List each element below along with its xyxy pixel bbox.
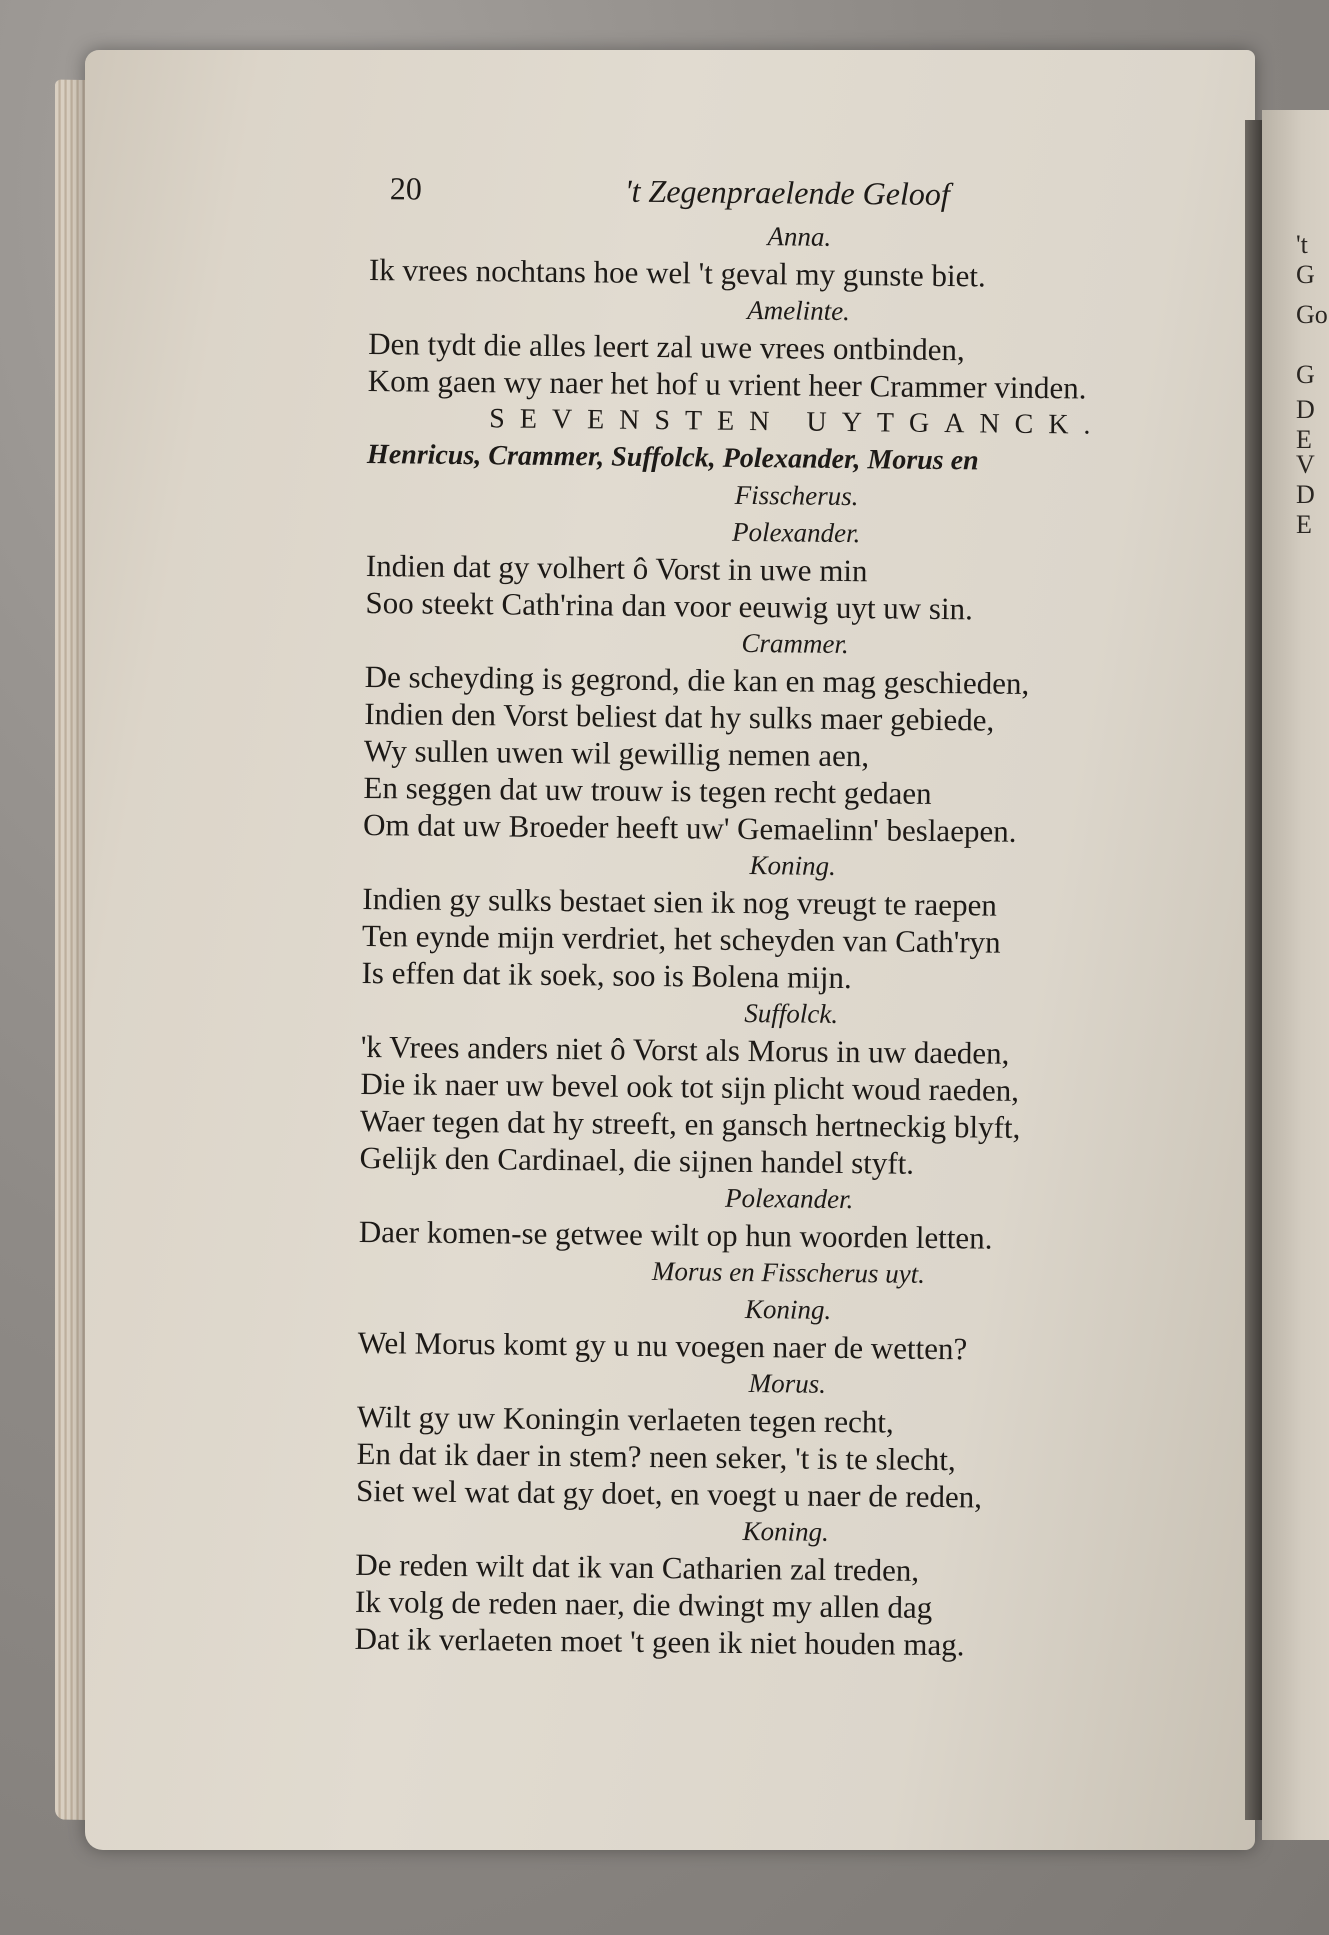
running-title: 't Zegenpraelende Geloof (624, 172, 950, 213)
verse-line: Ik vrees nochtans hoe wel 't geval my gunste biet. (368, 251, 986, 294)
verse-line: Wel Morus komt gy u nu voegen naer de wetten? (357, 1324, 968, 1367)
speaker-name: Polexander. (731, 516, 861, 549)
verse-line: Ik volg de reden naer, die dwingt my allen dag (354, 1583, 933, 1625)
cast-list: Henricus, Crammer, Suffolck, Polexander, Morus en (366, 438, 979, 477)
facing-page-fragment: E (1296, 510, 1312, 539)
facing-page-fragment: 't G (1296, 230, 1315, 289)
verse-line: Indien gy sulks bestaet sien ik nog vreugt te raepen (362, 880, 998, 923)
facing-page-fragment: E (1296, 425, 1312, 454)
speaker-name: Crammer. (741, 627, 849, 660)
verse-line: Wy sullen uwen wil gewillig nemen aen, (363, 732, 870, 774)
facing-page-fragment: D (1296, 480, 1315, 509)
verse-line: Die ik naer uw bevel ook tot sijn plicht woud raeden, (360, 1065, 1020, 1108)
verse-line: Waer tegen dat hy streeft, en gansch hertneckig blyft, (359, 1102, 1021, 1145)
verse-line: Den tydt die alles leert zal uwe vrees ontbinden, (367, 325, 965, 368)
verse-line: Dat ik verlaeten moet 't geen ik niet houden mag. (354, 1620, 965, 1663)
speaker-name: Amelinte. (747, 294, 851, 327)
speaker-name: Polexander. (724, 1182, 854, 1215)
cast-list-continued: Fisscherus. (734, 479, 859, 512)
speaker-name: Koning. (742, 1515, 830, 1547)
verse-line: Ten eynde mijn verdriet, het scheyden van Cath'ryn (361, 917, 1001, 960)
verse-line: Indien dat gy volhert ô Vorst in uwe min (365, 547, 868, 589)
facing-page-fragment: D (1296, 395, 1315, 424)
verse-line: Siet wel wat dat gy doet, en voegt u naer de reden, (355, 1472, 983, 1515)
facing-page-fragment: V (1296, 450, 1315, 479)
verse-line: Daer komen-se getwee wilt op hun woorden letten. (358, 1213, 993, 1256)
verse-line: 'k Vrees anders niet ô Vorst als Morus in uw daeden, (360, 1028, 1010, 1071)
verse-line: Indien den Vorst beliest dat hy sulks maer gebiede, (364, 695, 995, 738)
verse-line: De scheyding is gegrond, die kan en mag geschieden, (364, 658, 1030, 701)
speaker-name: Koning. (744, 1293, 832, 1325)
play-text (354, 214, 1229, 1666)
verse-line: En seggen dat uw trouw is tegen recht gedaen (363, 769, 932, 811)
scene-heading: SEVENSTEN UYTGANCK. (489, 403, 1106, 441)
book-gutter (1245, 120, 1263, 1820)
speaker-name: Koning. (749, 850, 837, 881)
verse-line: Gelijk den Cardinael, die sijnen handel styft. (359, 1139, 915, 1181)
page-number: 20 (389, 170, 422, 207)
speaker-name: Morus en Fisscherus uyt. (651, 1256, 926, 1289)
verse-line: Wilt gy uw Koningin verlaeten tegen recht, (356, 1398, 894, 1440)
speaker-name: Suffolck. (744, 997, 839, 1029)
verse-line: De reden wilt dat ik van Catharien zal treden, (355, 1546, 920, 1588)
verse-line: Soo steekt Cath'rina dan voor eeuwig uyt uw sin. (365, 584, 974, 627)
speaker-name: Morus. (748, 1368, 827, 1399)
verse-line: Kom gaen wy naer het hof u vrient heer Crammer vinden. (367, 362, 1087, 406)
page-text-block (354, 170, 1230, 1666)
verse-line: Is effen dat ik soek, soo is Bolena mijn. (361, 954, 852, 996)
facing-page-fragment: G (1296, 360, 1315, 389)
verse-line: Om dat uw Broeder heeft uw' Gemaelinn' beslaepen. (362, 806, 1017, 849)
facing-page-fragment: Go (1296, 300, 1328, 329)
verse-line: En dat ik daer in stem? neen seker, 't is te slecht, (356, 1435, 956, 1478)
running-head (370, 170, 1230, 223)
speaker-name: Anna. (767, 221, 832, 252)
